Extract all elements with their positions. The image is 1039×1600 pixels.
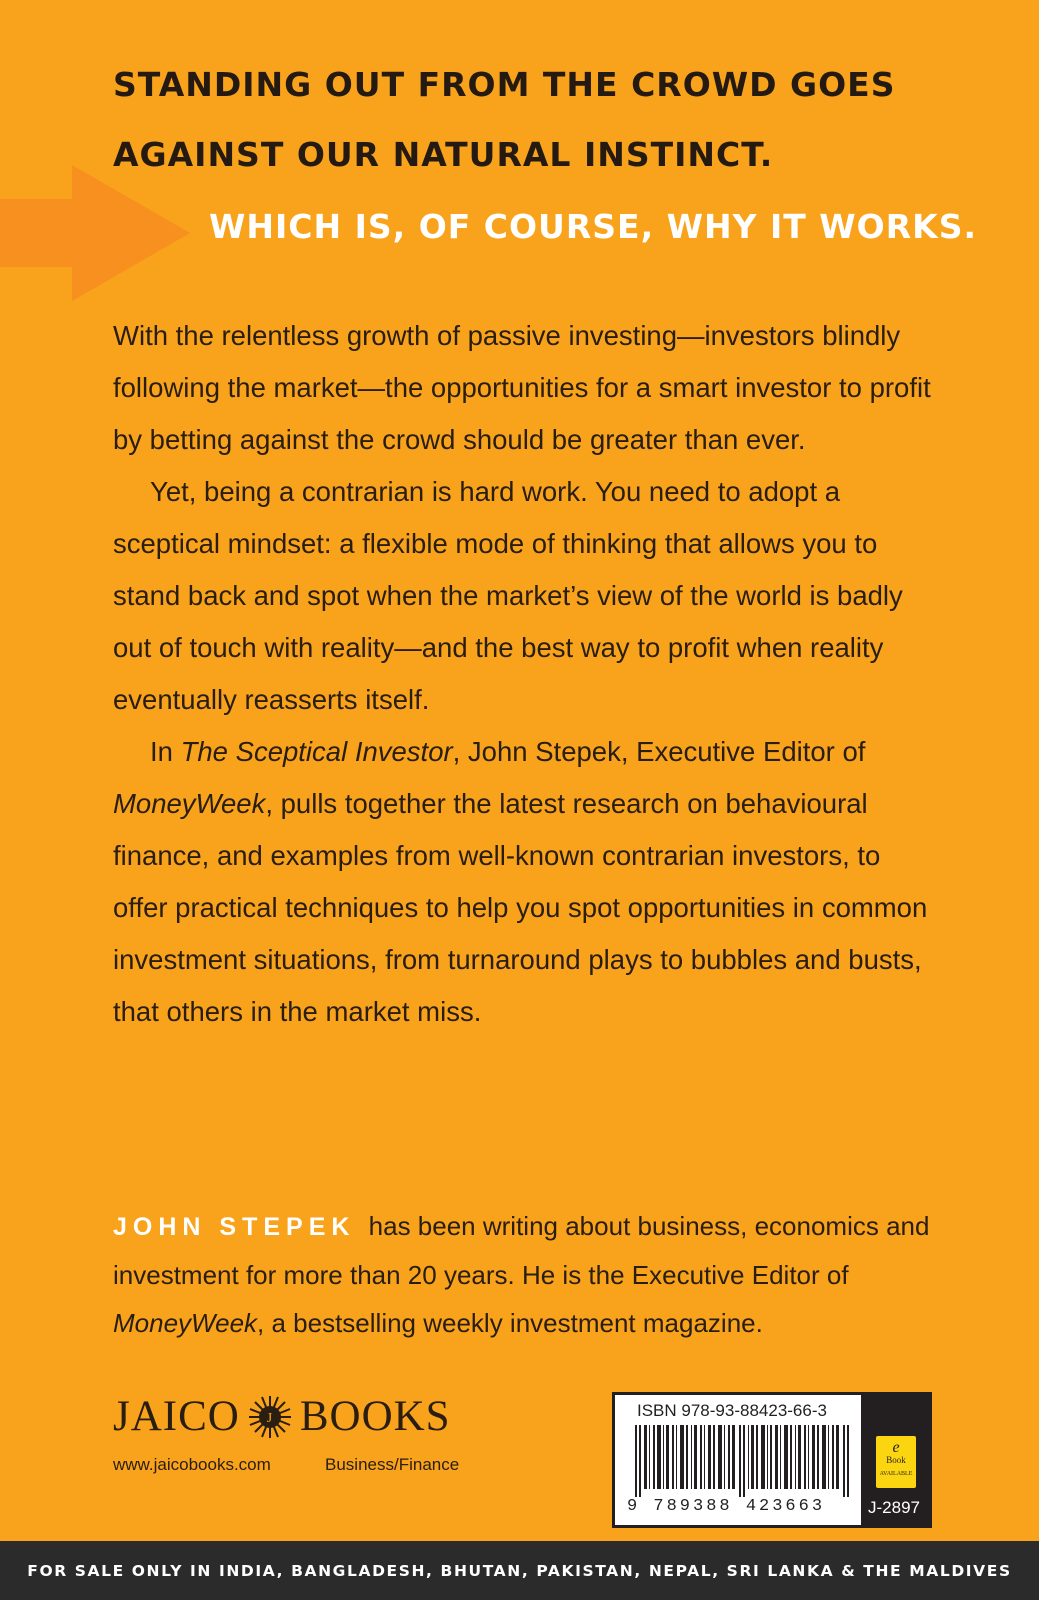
book-category: Business/Finance: [325, 1455, 460, 1474]
logo-text-left: JAICO: [113, 1393, 240, 1440]
blurb-p3-mid: , John Stepek, Executive Editor of: [452, 736, 866, 767]
author-name: JOHN STEPEK: [113, 1213, 356, 1241]
isbn-label: ISBN 978-93-88423-66-3: [637, 1401, 827, 1420]
publisher-logo: [113, 1392, 459, 1441]
sale-restriction-text: FOR SALE ONLY IN INDIA, BANGLADESH, BHUTAN, PAKISTAN, NEPAL, SRI LANKA & THE MALDIVES: [27, 1561, 1012, 1580]
blurb-paragraph-1: With the relentless growth of passive investing—investors blindly following the market—the opportunities for a smart investor to profit by betting against the crowd should be greater than ever.: [113, 320, 931, 455]
ebook-e: e: [892, 1439, 900, 1456]
author-bio: [113, 1202, 933, 1347]
ebook-available: AVAILABLE: [879, 1471, 913, 1477]
bio-text: has been writing about business, economics and investment for more than 20 years. He is the Executive Editor of: [113, 1211, 930, 1290]
arrow-graphic: [0, 165, 190, 301]
blurb-p3-prefix: In: [150, 736, 181, 767]
headline-line-3: WHICH IS, OF COURSE, WHY IT WORKS.: [209, 207, 978, 246]
blurb: [113, 310, 933, 1038]
publisher-code: J-2897: [868, 1498, 920, 1517]
seal-letter: J: [266, 1410, 274, 1426]
sun-seal-icon: [248, 1395, 292, 1439]
book-title: The Sceptical Investor: [180, 736, 453, 767]
blurb-paragraph-2: Yet, being a contrarian is hard work. You need to adopt a sceptical mindset: a flexible mode of thinking that allows you to stand back and spot when the market’s view of the world is badly out of touch with reality—and the best way to profit when reality eventually reasserts itself.: [113, 476, 903, 715]
barcode-panel: [615, 1395, 861, 1525]
headline-line-1: STANDING OUT FROM THE CROWD GOES: [113, 65, 896, 104]
ebook-book: Book: [886, 1455, 906, 1465]
barcode: [635, 1425, 853, 1497]
barcode-digits: 9 789388 423663: [627, 1497, 826, 1516]
ebook-available-icon: [874, 1434, 918, 1490]
magazine-name: MoneyWeek: [113, 788, 266, 819]
bio-magazine-name: MoneyWeek: [113, 1308, 258, 1338]
headline-line-2: AGAINST OUR NATURAL INSTINCT.: [113, 135, 774, 174]
blurb-p3-rest: , pulls together the latest research on behavioural finance, and examples from well-known contrarian investors, to offer practical techniques to help you spot opportunities in common investment situations, from turnaround plays to bubbles and busts, that others in the market miss.: [113, 788, 928, 1027]
publisher-block: [113, 1392, 459, 1475]
publisher-info: [113, 1455, 459, 1475]
sale-restriction-band: [0, 1541, 1039, 1600]
publisher-website: www.jaicobooks.com: [113, 1455, 271, 1474]
logo-text-right: BOOKS: [299, 1393, 451, 1440]
bio-rest: , a bestselling weekly investment magazine.: [257, 1308, 763, 1338]
blurb-paragraph-3: [113, 726, 933, 1038]
isbn-barcode-block: [612, 1392, 932, 1528]
